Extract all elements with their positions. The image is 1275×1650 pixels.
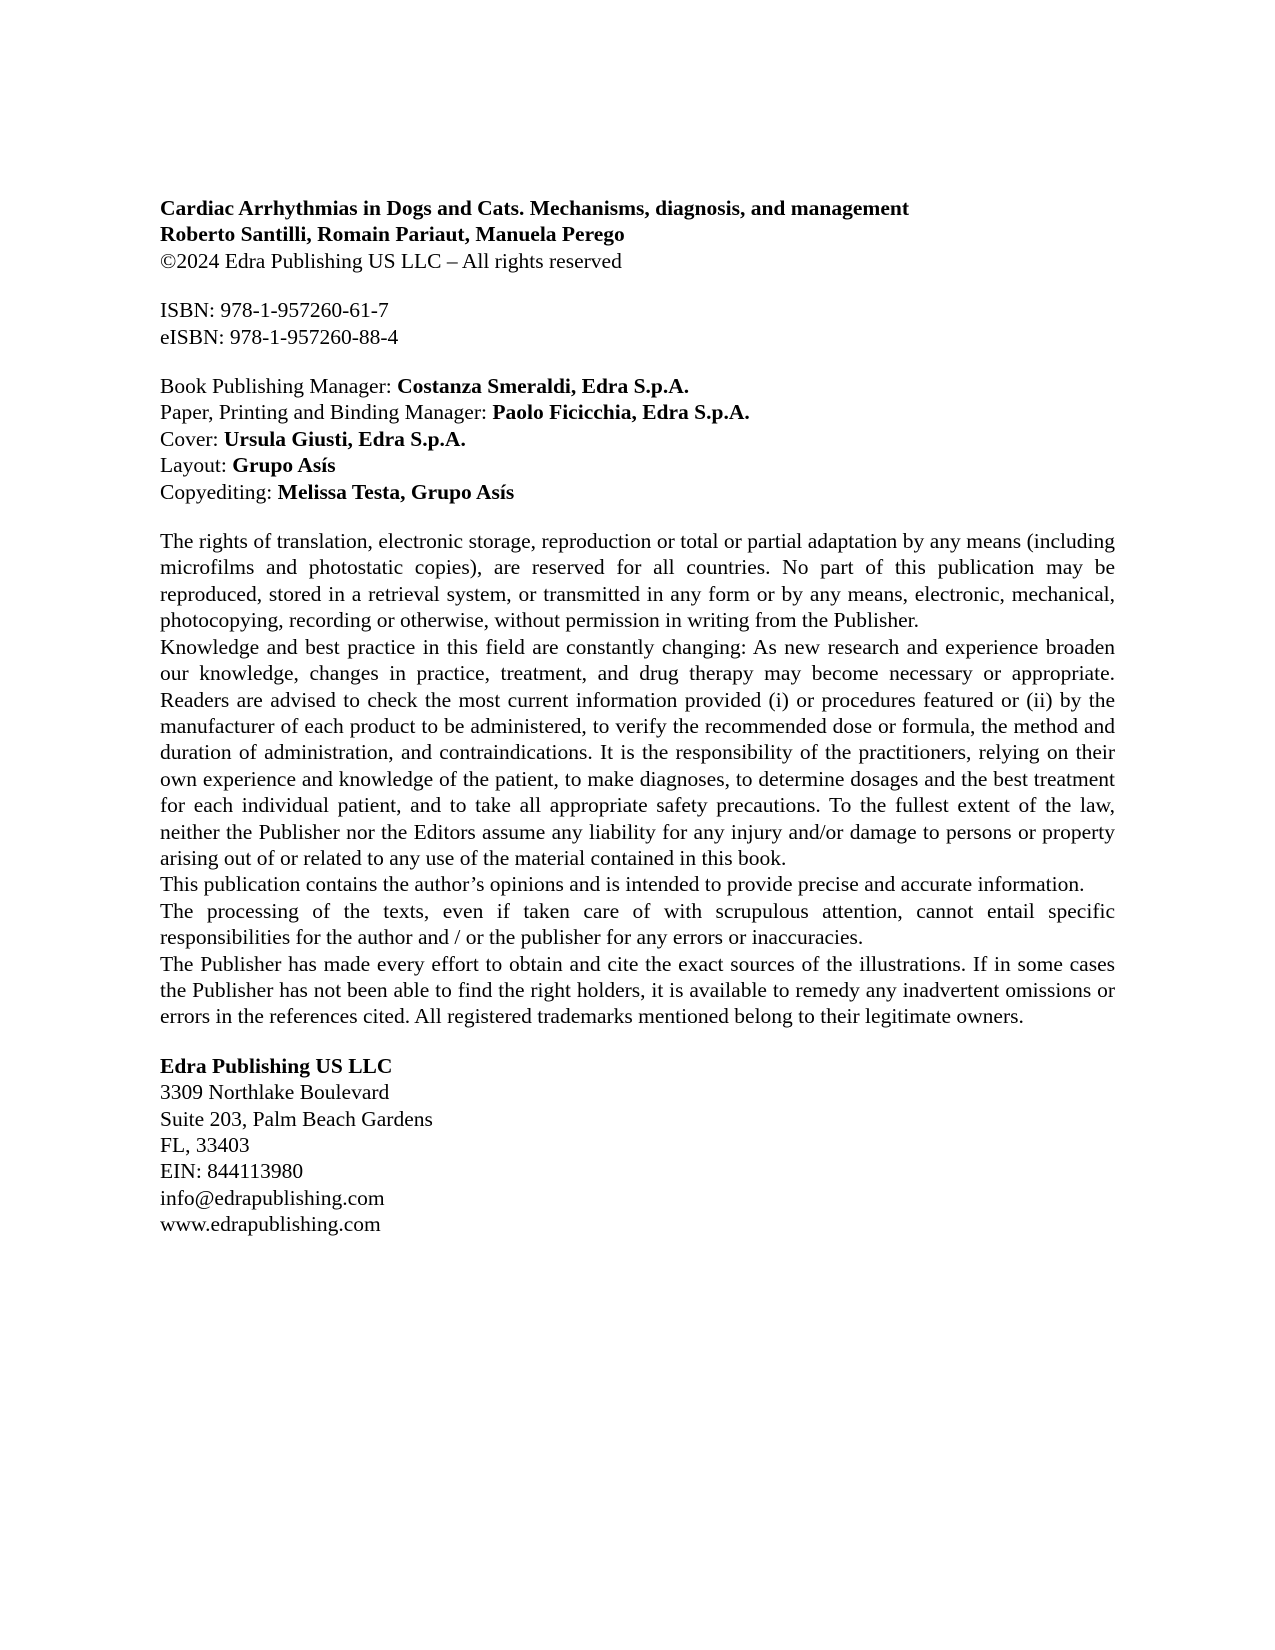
- credit-role: Cover:: [160, 426, 224, 451]
- publisher-address-line2: Suite 203, Palm Beach Gardens: [160, 1106, 433, 1131]
- publisher-address-line3: FL, 33403: [160, 1133, 250, 1157]
- publisher-name: Edra Publishing US LLC: [160, 1053, 393, 1078]
- disclaimer-paragraph: Knowledge and best practice in this field are constantly changing: As new research and experience broaden our knowledge, changes in practice, treatment, and drug therapy may become necessary or appropriate. Readers are advised to check the most current information provided (i) or procedures featured or (ii) by the manufacturer of each product to be administered, to verify the recommended dose or formula, the method and duration of administration, and contraindications. It is the responsibility of the practitioners, relying on their own experience and knowledge of the patient, to make diagnoses, to determine dosages and the best treatment for each individual patient, and to take all appropriate safety precautions. To the fullest extent of the law, neither the Publisher nor the Editors assume any liability for any injury and/or damage to persons or property arising out of or related to any use of the material contained in this book.: [160, 634, 1115, 870]
- opinions-paragraph: This publication contains the author’s opinions and is intended to provide precise and accurate information.: [160, 872, 1085, 897]
- book-authors: Roberto Santilli, Romain Pariaut, Manuela Perego: [160, 222, 625, 247]
- credit-name: Melissa Testa, Grupo Asís: [277, 479, 515, 504]
- publisher-email: info@edrapublishing.com: [160, 1185, 385, 1210]
- illustrations-paragraph: The Publisher has made every effort to obtain and cite the exact sources of the illustrations. If in some cases the Publisher has not been able to find the right holders, it is available to remedy any inadvertent omissions or errors in the references cited. All registered trademarks mentioned belong to their legitimate owners.: [160, 951, 1115, 1029]
- credit-role: Paper, Printing and Binding Manager:: [160, 400, 493, 425]
- title-block: [160, 195, 1115, 274]
- publisher-website: www.edrapublishing.com: [160, 1212, 381, 1237]
- copyright-page: [160, 195, 1115, 1238]
- spacer: [160, 1030, 1115, 1053]
- credit-name: Costanza Smeraldi, Edra S.p.A.: [397, 374, 690, 399]
- publisher-block: [160, 1053, 1115, 1238]
- credit-printing-manager: [160, 399, 1115, 425]
- book-title: Cardiac Arrhythmias in Dogs and Cats. Mechanisms, diagnosis, and management: [160, 196, 909, 220]
- credit-name: Paolo Ficicchia, Edra S.p.A.: [492, 400, 750, 425]
- publisher-ein: EIN: 844113980: [160, 1159, 304, 1184]
- credits-block: [160, 373, 1115, 505]
- legal-block: [160, 528, 1115, 1030]
- spacer: [160, 274, 1115, 297]
- spacer: [160, 505, 1115, 528]
- publisher-address-line1: 3309 Northlake Boulevard: [160, 1080, 390, 1105]
- rights-paragraph: The rights of translation, electronic storage, reproduction or total or partial adaptation by any means (including microfilms and photostatic copies), are reserved for all countries. No part of this publication may be reproduced, stored in a retrieval system, or transmitted in any form or by any means, electronic, mechanical, photocopying, recording or otherwise, without permission in writing from the Publisher.: [160, 529, 1115, 633]
- credit-copyediting: [160, 479, 1115, 505]
- credit-name: Ursula Giusti, Edra S.p.A.: [223, 426, 466, 451]
- credit-role: Layout:: [160, 453, 233, 478]
- credit-name: Grupo Asís: [232, 453, 336, 478]
- credit-cover: [160, 426, 1115, 452]
- credit-publishing-manager: [160, 373, 1115, 399]
- copyright-notice: ©2024 Edra Publishing US LLC – All rights reserved: [160, 248, 622, 273]
- processing-paragraph: The processing of the texts, even if taken care of with scrupulous attention, cannot entail specific responsibilities for the author and / or the publisher for any errors or inaccuracies.: [160, 898, 1115, 950]
- eisbn: eISBN: 978-1-957260-88-4: [160, 324, 399, 349]
- isbn: ISBN: 978-1-957260-61-7: [160, 298, 389, 323]
- credit-role: Copyediting:: [160, 479, 278, 504]
- spacer: [160, 350, 1115, 373]
- credit-layout: [160, 452, 1115, 478]
- isbn-block: [160, 297, 1115, 350]
- credit-role: Book Publishing Manager:: [160, 374, 398, 399]
